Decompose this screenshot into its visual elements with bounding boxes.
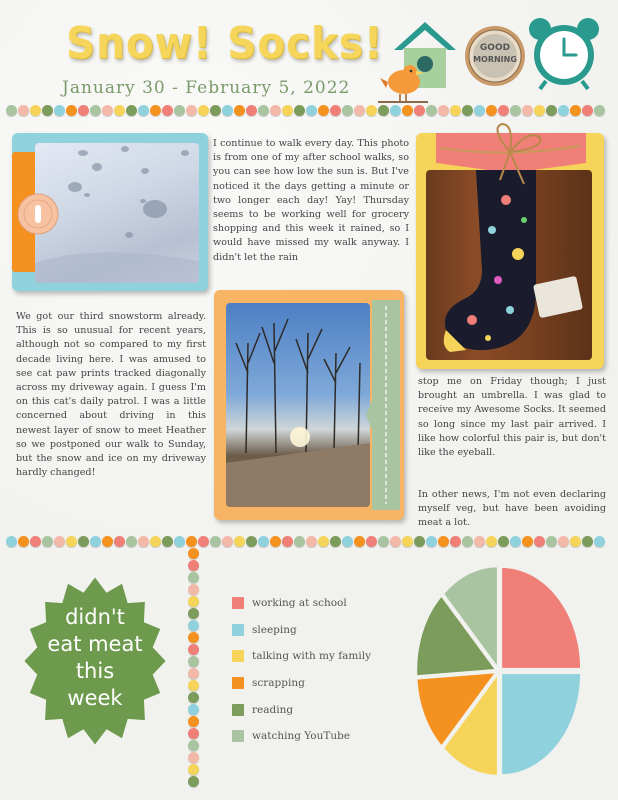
decor-dot xyxy=(42,105,53,116)
decor-dot xyxy=(402,105,413,116)
decor-dot xyxy=(188,692,199,703)
decor-dot xyxy=(438,536,449,547)
decor-dot xyxy=(534,105,545,116)
decor-dot xyxy=(450,105,461,116)
legend-item xyxy=(232,723,371,750)
decor-dot xyxy=(366,105,377,116)
decor-dot xyxy=(188,632,199,643)
legend-swatch xyxy=(232,677,244,689)
decor-dot xyxy=(474,105,485,116)
legend-item xyxy=(232,696,371,723)
decor-dot xyxy=(462,105,473,116)
decor-dot xyxy=(330,536,341,547)
decor-dot xyxy=(390,105,401,116)
decor-dot xyxy=(126,536,137,547)
decor-dot xyxy=(174,105,185,116)
journal-text-top: I continue to walk every day. This photo is from one of my after school walks, so you can see how low the sun is. But I've noticed it the days getting a minute or two longer each day! Yay! Thursday seems to be working well for grocery shopping and this week it rained, so I would have missed my walk anyway. I didn't let the rain xyxy=(213,138,409,263)
decor-dot xyxy=(210,105,221,116)
decor-dot xyxy=(294,105,305,116)
decor-dot xyxy=(474,536,485,547)
bird-icon xyxy=(378,58,428,104)
dot-border-vertical xyxy=(188,548,200,798)
badge-line-3: this xyxy=(75,659,115,683)
decor-dot xyxy=(78,536,89,547)
decor-dot xyxy=(150,536,161,547)
decor-dot xyxy=(188,584,199,595)
decor-dot xyxy=(18,105,29,116)
decor-dot xyxy=(174,536,185,547)
legend-label: talking with my family xyxy=(252,650,372,663)
decor-dot xyxy=(498,536,509,547)
twine-bow-icon xyxy=(440,118,580,188)
decor-dot xyxy=(222,536,233,547)
decor-dot xyxy=(246,536,257,547)
legend-item xyxy=(232,590,371,617)
decor-dot xyxy=(342,105,353,116)
decor-dot xyxy=(414,105,425,116)
decor-dot xyxy=(222,105,233,116)
badge-line-4: week xyxy=(67,686,123,710)
decor-dot xyxy=(126,105,137,116)
decor-dot xyxy=(546,536,557,547)
stamp-line2: MORNING xyxy=(473,55,517,64)
decor-dot xyxy=(6,536,17,547)
stamp-line1: GOOD xyxy=(479,43,511,53)
dot-border-bottom xyxy=(6,536,612,548)
legend-swatch xyxy=(232,704,244,716)
legend-item xyxy=(232,643,371,670)
decor-dot xyxy=(570,536,581,547)
decor-dot xyxy=(486,536,497,547)
decor-dot xyxy=(42,536,53,547)
decor-dot xyxy=(354,536,365,547)
stitched-tag-icon xyxy=(366,300,400,510)
decor-dot xyxy=(570,105,581,116)
decor-dot xyxy=(114,105,125,116)
pie-slice xyxy=(501,567,581,669)
decor-dot xyxy=(90,105,101,116)
decor-dot xyxy=(188,740,199,751)
decor-dot xyxy=(546,105,557,116)
legend-item xyxy=(232,617,371,644)
decor-dot xyxy=(366,536,377,547)
decor-dot xyxy=(186,105,197,116)
decor-dot xyxy=(188,608,199,619)
decor-dot xyxy=(138,536,149,547)
decor-dot xyxy=(188,680,199,691)
decor-dot xyxy=(188,548,199,559)
legend-item xyxy=(232,670,371,697)
decor-dot xyxy=(282,105,293,116)
decor-dot xyxy=(342,536,353,547)
decor-dot xyxy=(306,536,317,547)
legend-label: watching YouTube xyxy=(252,730,351,743)
socks-photo xyxy=(426,170,592,360)
legend-swatch xyxy=(232,597,244,609)
decor-dot xyxy=(438,105,449,116)
decor-dot xyxy=(510,105,521,116)
decor-dot xyxy=(114,536,125,547)
alarm-clock-icon xyxy=(526,15,602,91)
decor-dot xyxy=(378,536,389,547)
decor-dot xyxy=(402,536,413,547)
decor-dot xyxy=(426,105,437,116)
decor-dot xyxy=(186,536,197,547)
decor-dot xyxy=(66,536,77,547)
journal-text-left: We got our third snowstorm already. This is so unusual for recent years, although not so compared to my first decade living here. I was amused to see cat paw prints tracked diagonally across my driveway again. I guess I'm on this cat's daily patrol. I was a little concerned about driving in this newest layer of snow to meet Heather so we postponed our walk to Sunday, but the snow and ice on my driveway hardly changed! xyxy=(16,311,206,479)
decor-dot xyxy=(198,105,209,116)
decor-dot xyxy=(188,596,199,607)
decor-dot xyxy=(390,536,401,547)
decor-dot xyxy=(318,105,329,116)
decor-dot xyxy=(522,105,533,116)
decor-dot xyxy=(162,536,173,547)
decor-dot xyxy=(188,668,199,679)
decor-dot xyxy=(522,536,533,547)
decor-dot xyxy=(54,536,65,547)
decor-dot xyxy=(188,716,199,727)
decor-dot xyxy=(354,105,365,116)
decor-dot xyxy=(318,536,329,547)
decor-dot xyxy=(582,536,593,547)
decor-dot xyxy=(294,536,305,547)
legend-swatch xyxy=(232,624,244,636)
decor-dot xyxy=(282,536,293,547)
sunset-trees-photo xyxy=(226,303,370,507)
decor-dot xyxy=(188,572,199,583)
decor-dot xyxy=(102,105,113,116)
decor-dot xyxy=(188,644,199,655)
decor-dot xyxy=(188,620,199,631)
decor-dot xyxy=(258,105,269,116)
badge-line-1: didn't xyxy=(65,605,125,629)
decor-dot xyxy=(6,105,17,116)
decor-dot xyxy=(510,536,521,547)
decor-dot xyxy=(90,536,101,547)
decor-dot xyxy=(462,536,473,547)
pie-chart xyxy=(414,564,584,778)
legend-label: sleeping xyxy=(252,623,297,636)
decor-dot xyxy=(270,536,281,547)
decor-dot xyxy=(188,704,199,715)
decor-dot xyxy=(558,105,569,116)
decor-dot xyxy=(450,536,461,547)
decor-dot xyxy=(582,105,593,116)
pie-slice xyxy=(501,673,581,775)
decor-dot xyxy=(150,105,161,116)
legend-swatch xyxy=(232,730,244,742)
decor-dot xyxy=(78,105,89,116)
decor-dot xyxy=(414,536,425,547)
decor-dot xyxy=(188,764,199,775)
decor-dot xyxy=(234,536,245,547)
page-title: Snow! Socks! xyxy=(66,18,384,69)
decor-dot xyxy=(188,752,199,763)
decor-dot xyxy=(306,105,317,116)
date-range: January 30 - February 5, 2022 xyxy=(62,78,351,98)
decor-dot xyxy=(188,656,199,667)
decor-dot xyxy=(188,560,199,571)
decor-dot xyxy=(330,105,341,116)
button-icon xyxy=(16,192,60,236)
decor-dot xyxy=(486,105,497,116)
legend-label: working at school xyxy=(252,597,347,610)
decor-dot xyxy=(30,536,41,547)
decor-dot xyxy=(54,105,65,116)
dot-border-top xyxy=(6,105,612,117)
decor-dot xyxy=(426,536,437,547)
decor-dot xyxy=(234,105,245,116)
decor-dot xyxy=(210,536,221,547)
legend-swatch xyxy=(232,650,244,662)
decor-dot xyxy=(188,728,199,739)
decor-dot xyxy=(558,536,569,547)
decor-dot xyxy=(246,105,257,116)
decor-dot xyxy=(534,536,545,547)
badge-line-2: eat meat xyxy=(47,632,143,656)
decor-dot xyxy=(498,105,509,116)
legend-label: reading xyxy=(252,703,294,716)
decor-dot xyxy=(270,105,281,116)
decor-dot xyxy=(378,105,389,116)
decor-dot xyxy=(594,536,605,547)
journal-text-right: stop me on Friday though; I just brought an umbrella. I was glad to receive my Awesome Socks. It seemed so long since my last pair arrived. I like how colorful this pair is, but don't like the eyeball. xyxy=(418,376,606,459)
decor-dot xyxy=(258,536,269,547)
decor-dot xyxy=(102,536,113,547)
pie-legend xyxy=(232,590,371,750)
journal-text-right-2: In other news, I'm not even declaring myself veg, but have been avoiding meat a lot. xyxy=(418,489,606,529)
decor-dot xyxy=(18,536,29,547)
decor-dot xyxy=(594,105,605,116)
decor-dot xyxy=(188,776,199,787)
decor-dot xyxy=(30,105,41,116)
legend-label: scrapping xyxy=(252,677,305,690)
decor-dot xyxy=(198,536,209,547)
decor-dot xyxy=(162,105,173,116)
decor-dot xyxy=(138,105,149,116)
decor-dot xyxy=(66,105,77,116)
badge-text xyxy=(28,604,162,712)
